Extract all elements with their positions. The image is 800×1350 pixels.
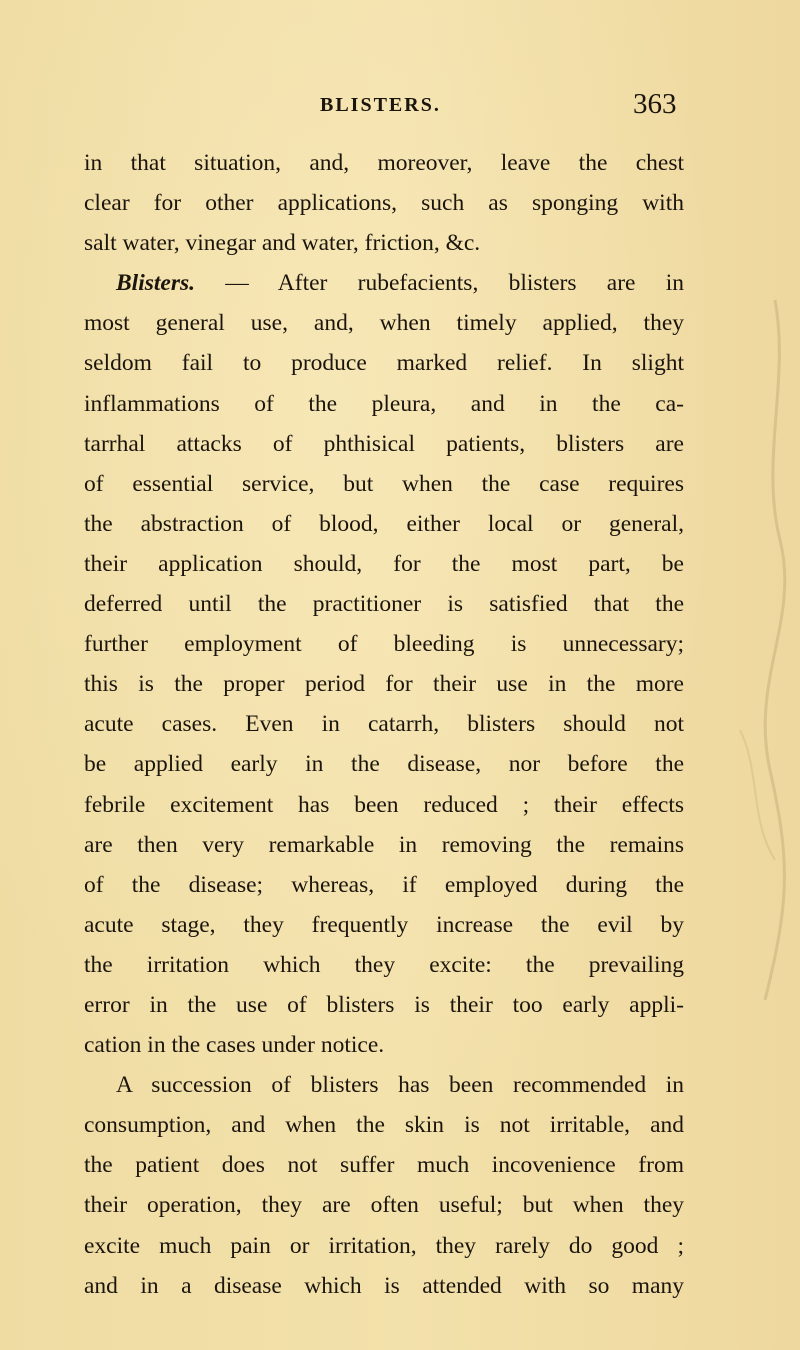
- text-line: the irritation which they excite: the prevailing: [84, 951, 684, 978]
- running-head: [0, 88, 800, 128]
- body-text: [84, 143, 684, 1306]
- text-line: the patient does not suffer much incovenience from: [84, 1152, 684, 1179]
- text-line: their application should, for the most part, be: [84, 550, 684, 577]
- text-line: acute cases. Even in catarrh, blisters should not: [84, 711, 684, 738]
- text-line: seldom fail to produce marked relief. In slight: [84, 350, 684, 377]
- text-line: most general use, and, when timely applied, they: [84, 310, 684, 337]
- text-line: this is the proper period for their use in the more: [84, 671, 684, 698]
- text-line: acute stage, they frequently increase the evil by: [84, 911, 684, 938]
- text-line: excite much pain or irritation, they rarely do good ;: [84, 1232, 684, 1259]
- text-line: be applied early in the disease, nor before the: [84, 751, 684, 778]
- text-line: the abstraction of blood, either local or general,: [84, 510, 684, 537]
- text-line: and in a disease which is attended with so many: [84, 1272, 684, 1299]
- text-line: inflammations of the pleura, and in the ca-: [84, 390, 684, 417]
- text-line: cation in the cases under notice.: [84, 1032, 385, 1059]
- text-line: their operation, they are often useful; but when they: [84, 1192, 684, 1219]
- text-line: deferred until the practitioner is satisfied that the: [84, 591, 684, 618]
- paragraph-heading: Blisters.: [116, 270, 196, 297]
- text-line-content: — After rubefacients, blisters are in: [225, 270, 684, 297]
- running-head-title: BLISTERS.: [320, 94, 441, 116]
- text-line: salt water, vinegar and water, friction, &c.: [84, 230, 481, 257]
- text-line: clear for other applications, such as sponging with: [84, 190, 684, 217]
- text-line: in that situation, and, moreover, leave the chest: [84, 150, 684, 176]
- page-edge-bleed: [680, 300, 800, 1000]
- text-line: [84, 263, 684, 303]
- text-line: tarrhal attacks of phthisical patients, blisters are: [84, 430, 684, 457]
- text-line: of essential service, but when the case requires: [84, 470, 684, 497]
- text-line: further employment of bleeding is unnecessary;: [84, 631, 684, 658]
- text-line: of the disease; whereas, if employed during the: [84, 871, 684, 898]
- text-line: A succession of blisters has been recommended in: [116, 1072, 684, 1099]
- text-line: error in the use of blisters is their too early appli-: [84, 991, 684, 1018]
- text-line: are then very remarkable in removing the remains: [84, 831, 684, 858]
- text-line: consumption, and when the skin is not irritable, and: [84, 1112, 684, 1139]
- text-line: febrile excitement has been reduced ; their effects: [84, 791, 684, 818]
- page-number: 363: [633, 88, 677, 120]
